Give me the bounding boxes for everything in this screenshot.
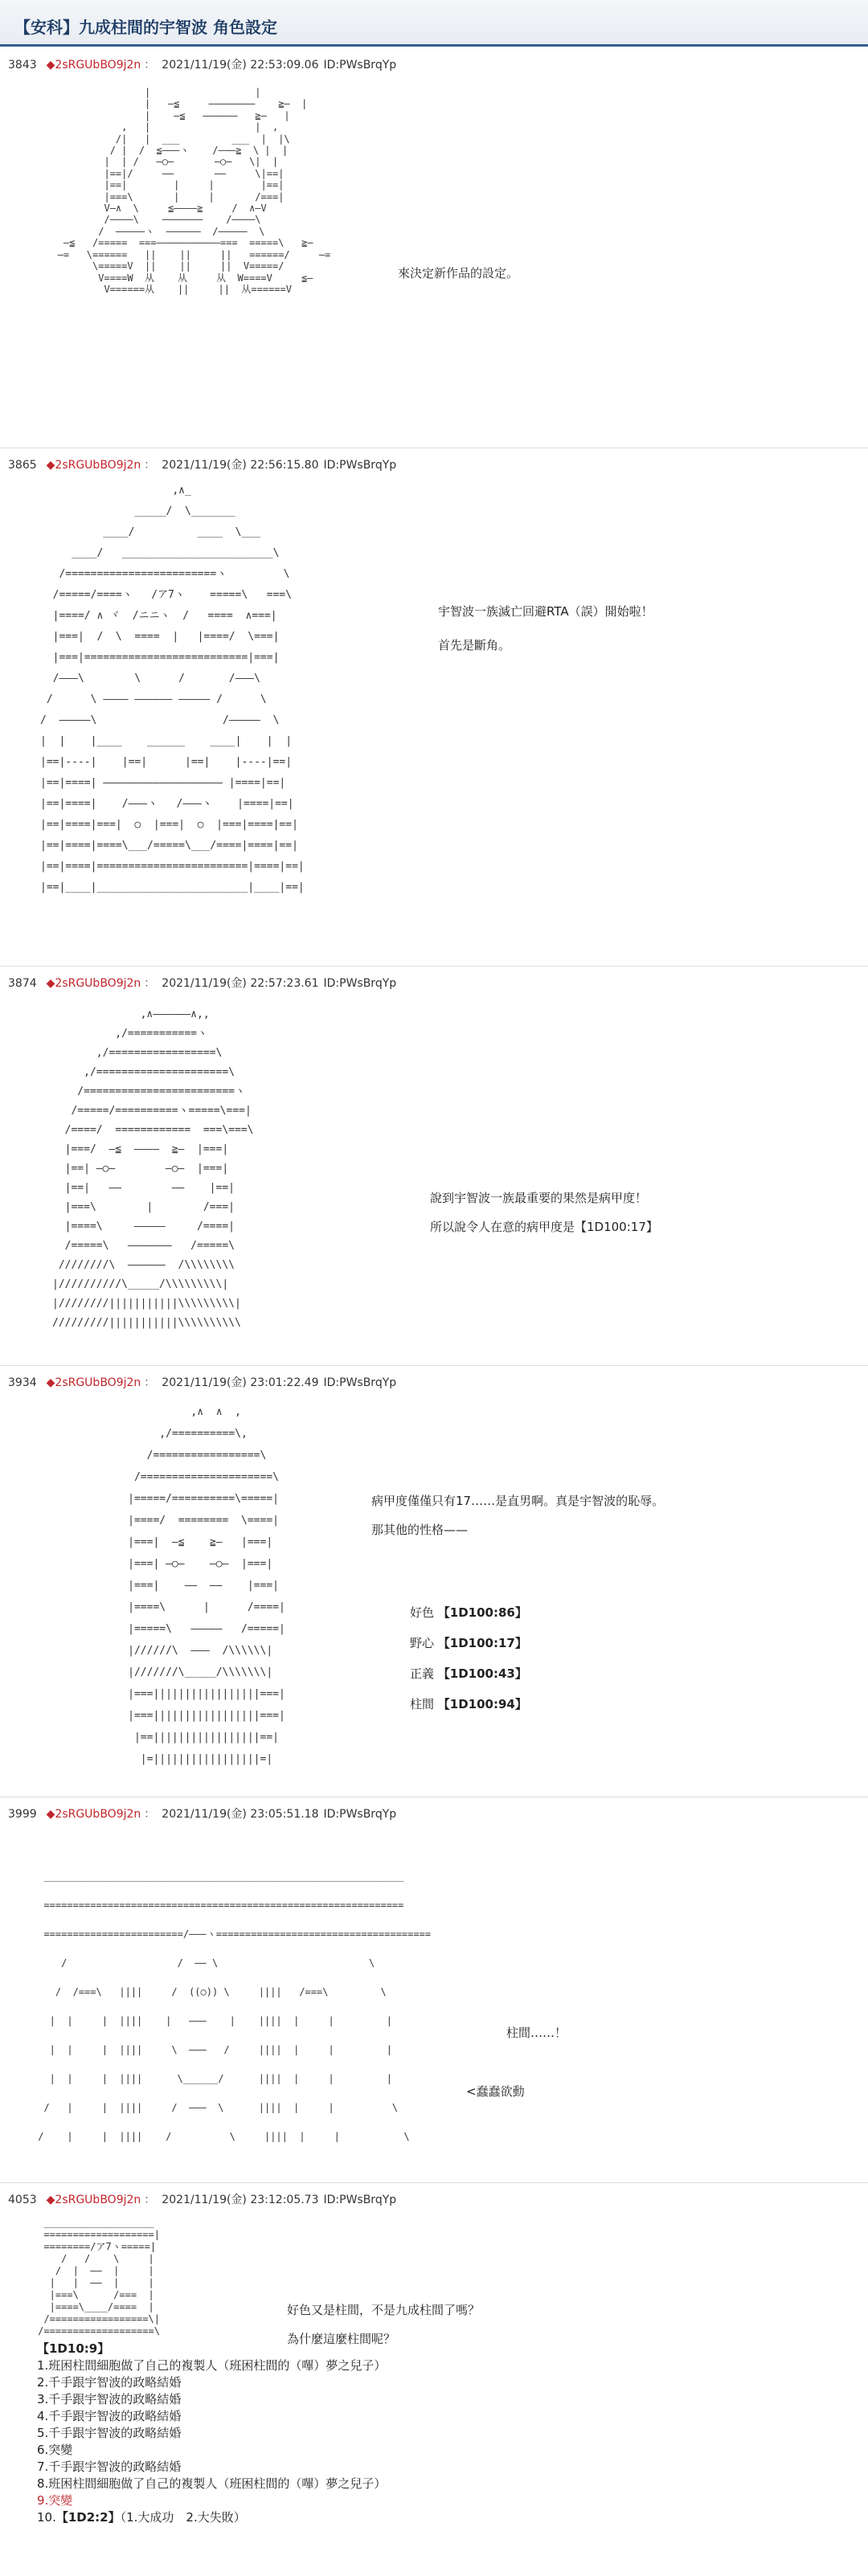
dice-option: 6.突變 (37, 2443, 73, 2457)
trait-label: 柱間 (410, 1697, 435, 1711)
post-id: ID:PWsBrqYp (323, 59, 397, 72)
post-3843 (0, 48, 868, 448)
tripcode: ◆2sRGUbBO9j2n (46, 459, 141, 472)
dialog-text (506, 2018, 567, 2047)
tripcode: ◆2sRGUbBO9j2n (46, 1808, 141, 1821)
trait-label: 正義 (410, 1666, 435, 1681)
post-3934 (0, 1366, 868, 1797)
side-note-text: <蠢蠢欲動 (466, 2084, 525, 2099)
dialog-text (398, 259, 518, 288)
dialog-line: 說到宇智波一族最重要的果然是病甲度！ (430, 1191, 648, 1205)
separator: ： (144, 2194, 156, 2206)
dialog-line: 病甲度僅僅只有17……是直男啊。真是宇智波的恥辱。 (371, 1494, 665, 1508)
dialog-line: 來決定新作品的設定。 (398, 266, 519, 280)
post-id: ID:PWsBrqYp (323, 1376, 397, 1389)
tripcode: ◆2sRGUbBO9j2n (46, 59, 141, 72)
trait-list (410, 1597, 527, 1719)
separator: ： (144, 977, 156, 990)
post-header (8, 1805, 396, 1822)
separator: ： (144, 1808, 156, 1821)
dialog-line: 好色又是柱間，不是九成柱間了嗎？ (287, 2303, 481, 2317)
tripcode: ◆2sRGUbBO9j2n (46, 977, 141, 990)
trait-roll: 【1D100:94】 (437, 1697, 527, 1711)
ascii-art: ,∧_ _____/ \_______ ____/ ____ \___ ____/ ________________________\ /========================ヽ \ /=====/====ヽ /ア7ヽ =====\ ===\ |====/ ∧ ヾ /ニニヽ / ==== ∧===| |===| / \ ==== | |====/ \===| |===|==========================|===| /―――\ \ / /―――\ / \ ―――― ―――――― ――――― / \ / ―――――\ /――――― \ | | |____ ______ ____| | | |==|----| |==| |==| |----|==| |==|====| ――――――――――――――――――― |====|==| |==|====| /―――ヽ /―――ヽ |====|==| |==|====|===| ○ |===| ○ |===|====|==| |==|====|====\___/=====\___/====|====|==| |==|====|========================|====|==| |==|____|________________________|____|==| (40, 485, 305, 893)
dialog-text (371, 1486, 664, 1544)
post-3865 (0, 448, 868, 967)
dialog-line: 為什麼這麼柱間呢？ (287, 2332, 396, 2346)
post-number[interactable]: 3934 (8, 1376, 37, 1389)
trait-row (410, 1597, 527, 1628)
tripcode: ◆2sRGUbBO9j2n (46, 1376, 141, 1389)
post-header (8, 56, 396, 72)
trait-label: 野心 (410, 1636, 435, 1650)
trait-roll: 【1D100:86】 (437, 1605, 527, 1620)
dice-final-value: 【1D2:2】 (55, 2510, 121, 2525)
dice-header: 【1D10:9】 (37, 2341, 110, 2356)
post-id: ID:PWsBrqYp (323, 459, 397, 472)
dice-option: 4.千手跟宇智波的政略結婚 (37, 2409, 182, 2423)
ascii-art: ,∧ ∧ , ,/==========\, /=================\ /=====================\ |=====/==========\=====| |====/ ======== \====| |===| ―≦ ≧― |===| |===| ―○― ―○― |===| |===| ―― ―― |===| |====\ | /====| |=====\ ――――― /=====| |//////\ ――― /\\\\\\| |///////\_____/\\\\\\\| |===|||||||||||||||||===| |===|||||||||||||||||===| |==|||||||||||||||||==| |=|||||||||||||||||=| (128, 1406, 285, 1765)
post-date: 2021/11/19(金) 22:56:15.80 (162, 459, 319, 472)
dice-option: 1.班困柱間細胞做了自己的複製人（班困柱間的（嗶）夢之兒子） (37, 2358, 387, 2373)
separator: ： (144, 459, 156, 472)
post-3999 (0, 1797, 868, 2183)
dice-final-prefix: 10. (37, 2510, 56, 2525)
dice-option: 3.千手跟宇智波的政略結婚 (37, 2392, 182, 2406)
post-date: 2021/11/19(金) 23:05:51.18 (162, 1808, 319, 1821)
post-number[interactable]: 4053 (8, 2194, 37, 2206)
trait-roll: 【1D100:17】 (437, 1636, 527, 1650)
post-3874 (0, 967, 868, 1366)
post-date: 2021/11/19(金) 22:53:09.06 (162, 59, 319, 72)
trait-row (410, 1689, 527, 1719)
dice-final-roll (37, 2509, 386, 2526)
dialog-line: 那其他的性格—— (371, 1523, 469, 1537)
dice-option: 5.千手跟宇智波的政略結婚 (37, 2426, 182, 2440)
post-id: ID:PWsBrqYp (323, 977, 397, 990)
dialog-line: 柱間……！ (506, 2026, 567, 2040)
dice-option: 2.千手跟宇智波的政略結婚 (37, 2375, 182, 2390)
post-date: 2021/11/19(金) 23:12:05.73 (162, 2194, 319, 2206)
post-number[interactable]: 3865 (8, 459, 37, 472)
post-date: 2021/11/19(金) 23:01:22.49 (162, 1376, 319, 1389)
post-header (8, 975, 396, 991)
dice-final-suffix: （1.大成功 2.大失敗） (120, 2510, 246, 2525)
post-header (8, 456, 396, 472)
separator: ： (144, 59, 156, 72)
side-note (466, 2077, 525, 2106)
post-id: ID:PWsBrqYp (323, 1808, 397, 1821)
separator: ： (144, 1376, 156, 1389)
dice-option: 7.千手跟宇智波的政略結婚 (37, 2459, 182, 2474)
dialog-text (430, 1184, 658, 1241)
post-header (8, 2191, 396, 2207)
tripcode: ◆2sRGUbBO9j2n (46, 2194, 141, 2206)
trait-roll: 【1D100:43】 (437, 1666, 527, 1681)
dialog-line: 首先是斷角。 (438, 638, 511, 652)
post-date: 2021/11/19(金) 22:57:23.61 (162, 977, 319, 990)
ascii-art: ______________________________________________________________ ============================================================== ========================/―――ヽ===================================== / / ―― \ \ / /===\ |||| / ((○)) \ |||| /===\ \ | | | |||| | ――― | |||| | | | | | | |||| \ ――― / |||| | | | | | | |||| \______/ |||| | | | / | | |||| / ――― \ |||| | | \ / | | |||| / \ |||| | | \ (38, 1871, 432, 2142)
page-title: 【安科】九成柱間的宇智波 角色設定 (14, 18, 277, 37)
trait-row (410, 1658, 527, 1689)
ascii-art: | | | ―≦ ―――――――― ≧― | | ―≦ ―――――― ≧― | , | | , /| | ___ ___ | |\ / | / ≦―――ヽ /―――≧ \ | | | | / ―○― ―○― \| | |==|/ ―― ―― \|==| |==| | | |==| |===\ | | /===| V―∧ \ ≦――――≧ / ∧―V /――――\ ――――――― /――――\ / ―――――ヽ ―――――― /――――― \ ―≦ /===== ===―――――――――――=== =====\ ≧― ―= \====== || || || ======/ ―= \=====V || || || V=====/ V====W 从 从 从 W====V ≦― V======从 || || 从======V (57, 87, 331, 295)
post-number[interactable]: 3874 (8, 977, 37, 990)
ascii-art: ___________________ ===================| ========/ア7ヽ=====| / / \ | / | ―― | | | | ―― | | |===\ /=== | |====\____/==== | /=================\| /===================\ (38, 2217, 160, 2337)
dice-option-selected: 9.突變 (37, 2493, 73, 2508)
dialog-text (438, 595, 653, 662)
post-id: ID:PWsBrqYp (323, 2194, 397, 2206)
post-number[interactable]: 3999 (8, 1808, 37, 1821)
post-number[interactable]: 3843 (8, 59, 37, 72)
trait-label: 好色 (410, 1605, 435, 1620)
dialog-line: 所以說令人在意的病甲度是【1D100:17】 (430, 1220, 658, 1234)
title-bar (0, 0, 868, 47)
ascii-art: ,∧――――――∧,, ,/===========ヽ ,/=================\ ,/=====================\ /========================ヽ /=====/==========ヽ=====\===| /====/ ============ ===\===\ |===/ ―≦ ―――― ≧― |===| |==| ―○― ―○― |===| |==| ―― ―― |==| |===\ | /===| |====\ ――――― /====| /=====\ ――――――― /=====\ ////////\ ―――――― /\\\\\\\\ |//////////\_____/\\\\\\\\\| |////////|||||||||||\\\\\\\\\| /////////|||||||||||\\\\\\\\\\ (52, 1008, 254, 1329)
dice-result-list (37, 2341, 386, 2526)
trait-row (410, 1628, 527, 1658)
dice-option: 8.班困柱間細胞做了自己的複製人（班困柱間的（嗶）夢之兒子） (37, 2476, 387, 2491)
dialog-line: 宇智波一族滅亡回避RTA（誤）開始啦！ (438, 604, 653, 619)
post-header (8, 1374, 396, 1390)
